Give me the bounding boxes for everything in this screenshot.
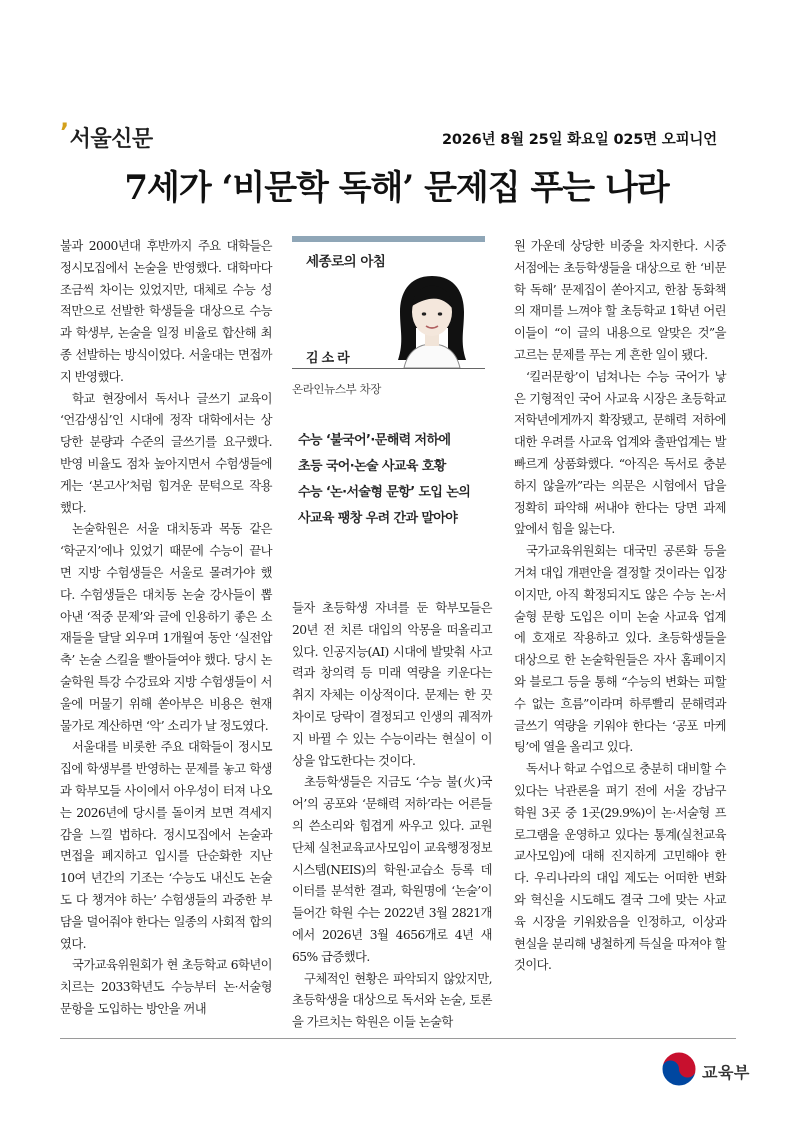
paragraph: 불과 2000년대 후반까지 주요 대학들은 정시모집에서 논술을 반영했다. 대학마다 조금씩 차이는 있었지만, 대체로 수능 성적만으로 선발한 학생들을 대상으로 수능과 학생부, 논술을 일정 비율로 합산해 최종 선발하는 방식이었다. 서울대는 면접까지 반영했다. bbox=[60, 239, 272, 384]
author-role: 온라인뉴스부 차장 bbox=[292, 382, 381, 396]
paragraph: 논술학원은 서울 대치동과 목동 같은 ‘학군지’에나 있었기 때문에 수능이 끝나면 지방 수험생들은 서울로 몰려가야 했다. 수험생들은 대치동 논술 강사들이 뽑아낸 ‘적중 문제’와 글에 인용하기 좋은 소재들을 달달 외우며 1개월여 동안 ‘실전압축’ 논술 스킬을 빨아들여야 했다. 당시 논술학원 특강 수강료와 지방 수험생들이 서울에 머물기 위해 쏟아부은 비용은 현재 물가로 계산하면 ‘악’ 소리가 날 정도였다. bbox=[60, 522, 272, 733]
article-column-2 bbox=[292, 598, 492, 1034]
logo-tick-mark: ’ bbox=[60, 118, 69, 146]
subheadline-line: 사교육 팽창 우려 간과 말아야 bbox=[298, 511, 458, 526]
taegeuk-icon bbox=[660, 1050, 698, 1088]
column-header-bar bbox=[292, 236, 485, 242]
paragraph: 구체적인 현황은 파악되지 않았지만, 초등학생을 대상으로 독서와 논술, 토론을 가르치는 학원은 이들 논술학 bbox=[292, 971, 492, 1030]
headline: 7세가 ‘비문학 독해’ 문제집 푸는 나라 bbox=[124, 168, 669, 208]
footer-divider bbox=[60, 1038, 736, 1039]
paragraph: 학교 현장에서 독서나 글쓰기 교육이 ‘언감생심’인 시대에 정작 대학에서는 상당한 분량과 수준의 글쓰기를 요구했다. 반영 비율도 점차 높아지면서 수험생들에게는 ‘본고사’처럼 힘겨운 문턱으로 작용했다. bbox=[60, 391, 272, 515]
subheadline-line: 수능 ‘논·서술형 문항’ 도입 논의 bbox=[298, 485, 471, 500]
article-column-3 bbox=[514, 236, 726, 977]
paragraph: ‘킬러문항’이 넘쳐나는 수능 국어가 낳은 기형적인 국어 사교육 시장은 초등학교 저학년에게까지 확장됐고, 문해력 저하에 대한 우려를 사교육 업계와 출판업계는 발 빠르게 상품화했다. “아직은 독서로 충분하지 않을까”라는 의문은 시험에서 답을 정확히 파악해 써내야 한다는 당면 과제 앞에서 힘을 잃는다. bbox=[514, 369, 726, 537]
subheadline-line: 초등 국어·논술 사교육 호황 bbox=[298, 459, 446, 474]
paragraph: 초등학생들은 지금도 ‘수능 불(火)국어’의 공포와 ‘문해력 저하’라는 어른들의 쓴소리와 힘겹게 싸우고 있다. 교원단체 실천교육교사모임이 교육행정정보시스템(NEIS)의 학원·교습소 등록 데이터를 분석한 결과, 학원명에 ‘논술’이 들어간 학원 수는 2022년 3월 2821개에서 2026년 3월 4656개로 4년 새 65% 급증했다. bbox=[292, 775, 492, 964]
paragraph: 독서나 학교 수업으로 충분히 대비할 수 있다는 낙관론을 펴기 전에 서울 강남구 학원 3곳 중 1곳(29.9%)이 논·서술형 프로그램을 운영하고 있다는 통계(실천교육교사모임)에 대해 진지하게 고민해야 한다. 우리나라의 대입 제도는 어떠한 변화와 혁신을 시도해도 결국 그에 맞는 사교육 시장을 키워왔음을 인정하고, 이상과 현실을 분리해 냉철하게 득실을 따져야 할 것이다. bbox=[514, 762, 726, 973]
paragraph: 서울대를 비롯한 주요 대학들이 정시모집에 학생부를 반영하는 문제를 놓고 학생과 학부모들 사이에서 아우성이 터져 나오는 2026년에 당시를 돌이켜 보면 격세지감을 느낄 법하다. 정시모집에서 논술과 면접을 폐지하고 입시를 단순화한 지난 10여 년간의 기조는 ‘수능도 내신도 논술도 다 챙겨야 하는’ 수험생들의 과중한 부담을 덜어줘야 한다는 일종의 사회적 합의였다. bbox=[60, 740, 272, 951]
ministry-name: 교육부 bbox=[702, 1063, 750, 1082]
dateline: 2026년 8월 25일 화요일 025면 오피니언 bbox=[441, 132, 717, 148]
column-series-label: 세종로의 아침 bbox=[306, 254, 386, 270]
paragraph: 국가교육위원회는 대국민 공론화 등을 거쳐 대입 개편안을 결정할 것이라는 입장이지만, 아직 확정되지도 않은 수능 논·서술형 문항 도입은 이미 논술 사교육 업계에 호재로 작용하고 있다. 초등학생들을 대상으로 한 논술학원들은 자사 홈페이지와 블로그 등을 통해 “수능의 변화는 피할 수 없는 흐름”이라며 하루빨리 문해력과 글쓰기 역량을 키워야 한다는 ‘공포 마케팅’에 열을 올리고 있다. bbox=[514, 544, 726, 755]
author-name: 김소라 bbox=[306, 351, 353, 366]
paragraph: 원 가운데 상당한 비중을 차지한다. 시중 서점에는 초등학생들을 대상으로 한 ‘비문학 독해’ 문제집이 쏟아지고, 한참 동화책의 재미를 느껴야 할 초등학교 1학년 어린이들이 “이 글의 내용으로 알맞은 것”을 고르는 문제를 푸는 게 흔한 일이 됐다. bbox=[514, 239, 726, 362]
subheadline bbox=[298, 428, 498, 532]
article-column-1 bbox=[60, 236, 272, 1021]
author-portrait bbox=[382, 268, 482, 368]
column-byline-box bbox=[292, 236, 492, 381]
paragraph: 국가교육위원회가 현 초등학교 6학년이 치르는 2033학년도 수능부터 논·서술형 문항을 도입하는 방안을 꺼내 bbox=[60, 958, 272, 1016]
logo-text: 서울신문 bbox=[69, 127, 153, 152]
paragraph: 들자 초등학생 자녀를 둔 학부모들은 20년 전 치른 대입의 악몽을 떠올리고 있다. 인공지능(AI) 시대에 발맞춰 사고력과 창의력 등 미래 역량을 키운다는 취지 자체는 이상적이다. 문제는 한 끗 차이로 당락이 결정되고 인생의 궤적까지 바뀔 수 있는 수능이라는 현실이 이상을 압도한다는 것이다. bbox=[292, 601, 492, 768]
newspaper-logo bbox=[60, 118, 153, 153]
divider bbox=[292, 368, 485, 369]
subheadline-line: 수능 ‘불국어’·문해력 저하에 bbox=[298, 433, 451, 448]
ministry-logo bbox=[660, 1050, 770, 1090]
